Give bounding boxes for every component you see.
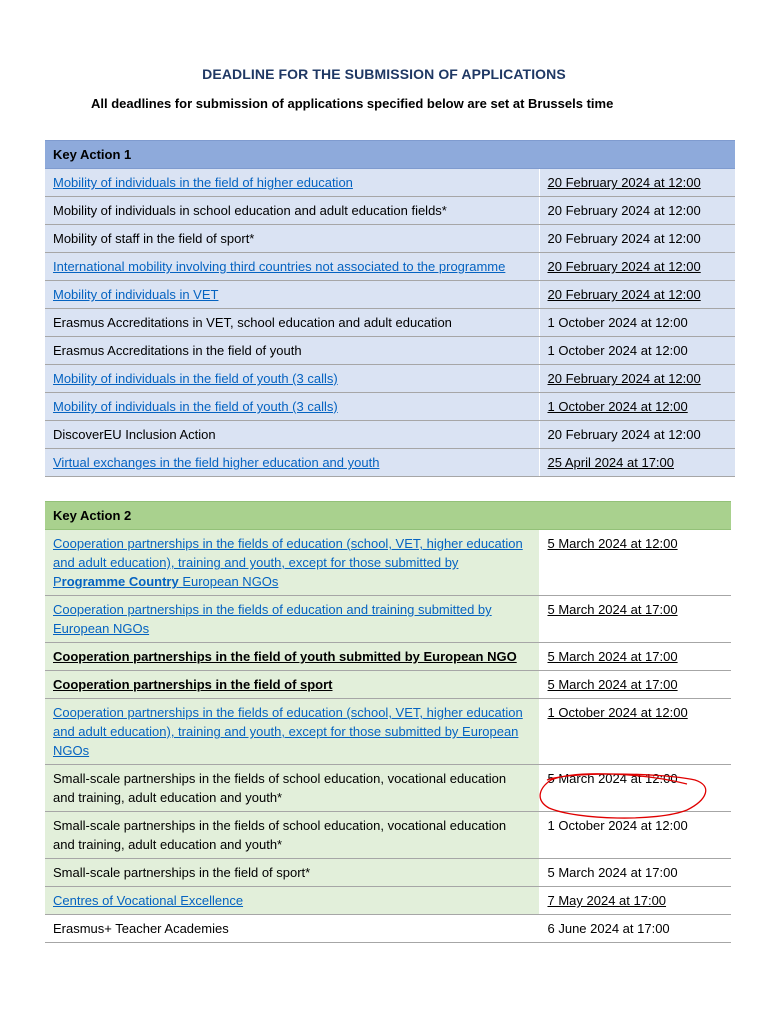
deadline-text: 20 February 2024 at 12:00 xyxy=(547,203,701,218)
table-row xyxy=(45,365,735,393)
table-row xyxy=(45,337,735,365)
action-link-bold[interactable]: Cooperation partnerships in the field of youth submitted by European NGO xyxy=(53,649,517,664)
key-action-2-header-row xyxy=(45,502,731,530)
table-row xyxy=(45,859,731,887)
deadline-text: 6 June 2024 at 17:00 xyxy=(547,921,670,936)
action-link[interactable]: Virtual exchanges in the field higher education and youth xyxy=(53,455,380,470)
key-action-2-heading: Key Action 2 xyxy=(45,502,731,530)
deadline-text: 1 October 2024 at 12:00 xyxy=(547,343,688,358)
table-row xyxy=(45,915,731,943)
deadline-text: 5 March 2024 at 12:00 xyxy=(547,771,678,786)
action-text-bold-part: rogramme Country xyxy=(61,574,179,589)
table-row xyxy=(45,253,735,281)
action-text: Mobility of staff in the field of sport* xyxy=(53,231,255,246)
red-circle-stroke xyxy=(540,774,706,818)
action-link[interactable]: Mobility of individuals in the field of higher education xyxy=(53,175,353,190)
action-text: Erasmus Accreditations in VET, school education and adult education xyxy=(53,315,452,330)
deadline-text: 1 October 2024 at 12:00 xyxy=(547,315,688,330)
table-row xyxy=(45,197,735,225)
deadline-link[interactable]: 1 October 2024 at 12:00 xyxy=(547,705,688,720)
table-row xyxy=(45,309,735,337)
deadline-link[interactable]: 5 March 2024 at 17:00 xyxy=(547,602,678,617)
key-action-1-header-row xyxy=(45,141,735,169)
deadline-link[interactable]: 25 April 2024 at 17:00 xyxy=(547,455,674,470)
deadline-link[interactable]: 20 February 2024 at 12:00 xyxy=(547,287,701,302)
action-text: Small-scale partnerships in the fields of school education, vocational education and training, adult education and youth* xyxy=(53,818,507,852)
table-row xyxy=(45,596,731,643)
action-link[interactable] xyxy=(53,536,523,589)
deadline-link[interactable]: 20 February 2024 at 12:00 xyxy=(547,371,701,386)
deadline-text: 20 February 2024 at 12:00 xyxy=(547,231,701,246)
action-link[interactable]: Cooperation partnerships in the fields of education and training submitted by European NGOs xyxy=(53,602,492,636)
key-action-1-heading: Key Action 1 xyxy=(45,141,735,169)
action-text: Erasmus Accreditations in the field of youth xyxy=(53,343,302,358)
red-circle-annotation xyxy=(537,770,710,822)
action-text: Erasmus+ Teacher Academies xyxy=(53,921,229,936)
document-title: DEADLINE FOR THE SUBMISSION OF APPLICATIONS xyxy=(202,66,566,82)
action-text: Small-scale partnerships in the fields of school education, vocational education and training, adult education and youth* xyxy=(53,771,507,805)
action-link[interactable]: Mobility of individuals in the field of youth (3 calls) xyxy=(53,399,338,414)
action-text-part: Cooperation partnerships in the fields of education (school, VET, higher education and adult education), training and youth, except for those submitted by P xyxy=(53,536,523,589)
deadline-link[interactable]: 1 October 2024 at 12:00 xyxy=(547,399,688,414)
table-row xyxy=(45,393,735,421)
deadline-link[interactable]: 5 March 2024 at 17:00 xyxy=(547,649,678,664)
table-row xyxy=(45,421,735,449)
action-text: Mobility of individuals in school education and adult education fields* xyxy=(53,203,447,218)
deadline-text: 1 October 2024 at 12:00 xyxy=(547,818,688,833)
action-link[interactable]: International mobility involving third countries not associated to the programme xyxy=(53,259,506,274)
deadline-link[interactable]: 20 February 2024 at 12:00 xyxy=(547,259,701,274)
key-action-2-table xyxy=(45,501,731,943)
action-link[interactable]: Cooperation partnerships in the fields of education (school, VET, higher education and adult education), training and youth, except for those submitted by European NGOs xyxy=(53,705,523,758)
table-row xyxy=(45,643,731,671)
table-row xyxy=(45,449,735,477)
deadline-link[interactable]: 20 February 2024 at 12:00 xyxy=(547,175,701,190)
action-text: Small-scale partnerships in the field of sport* xyxy=(53,865,311,880)
table-row xyxy=(45,281,735,309)
deadline-text: 20 February 2024 at 12:00 xyxy=(547,427,701,442)
action-text: DiscoverEU Inclusion Action xyxy=(53,427,216,442)
table-row xyxy=(45,225,735,253)
action-link[interactable]: Mobility of individuals in the field of youth (3 calls) xyxy=(53,371,338,386)
action-link[interactable]: Mobility of individuals in VET xyxy=(53,287,219,302)
deadline-link[interactable]: 5 March 2024 at 17:00 xyxy=(547,677,678,692)
table-row xyxy=(45,169,735,197)
deadline-link[interactable]: 7 May 2024 at 17:00 xyxy=(547,893,667,908)
table-row xyxy=(45,530,731,596)
deadline-text: 5 March 2024 at 17:00 xyxy=(547,865,678,880)
action-text-part: European NGOs xyxy=(178,574,279,589)
table-row xyxy=(45,671,731,699)
deadline-link[interactable]: 5 March 2024 at 12:00 xyxy=(547,536,678,551)
action-link[interactable]: Centres of Vocational Excellence xyxy=(53,893,244,908)
table-row xyxy=(45,699,731,765)
key-action-1-table xyxy=(45,140,735,477)
action-link-bold[interactable]: Cooperation partnerships in the field of sport xyxy=(53,677,333,692)
table-row xyxy=(45,887,731,915)
document-subtitle: All deadlines for submission of applications specified below are set at Brussels time xyxy=(91,96,614,111)
